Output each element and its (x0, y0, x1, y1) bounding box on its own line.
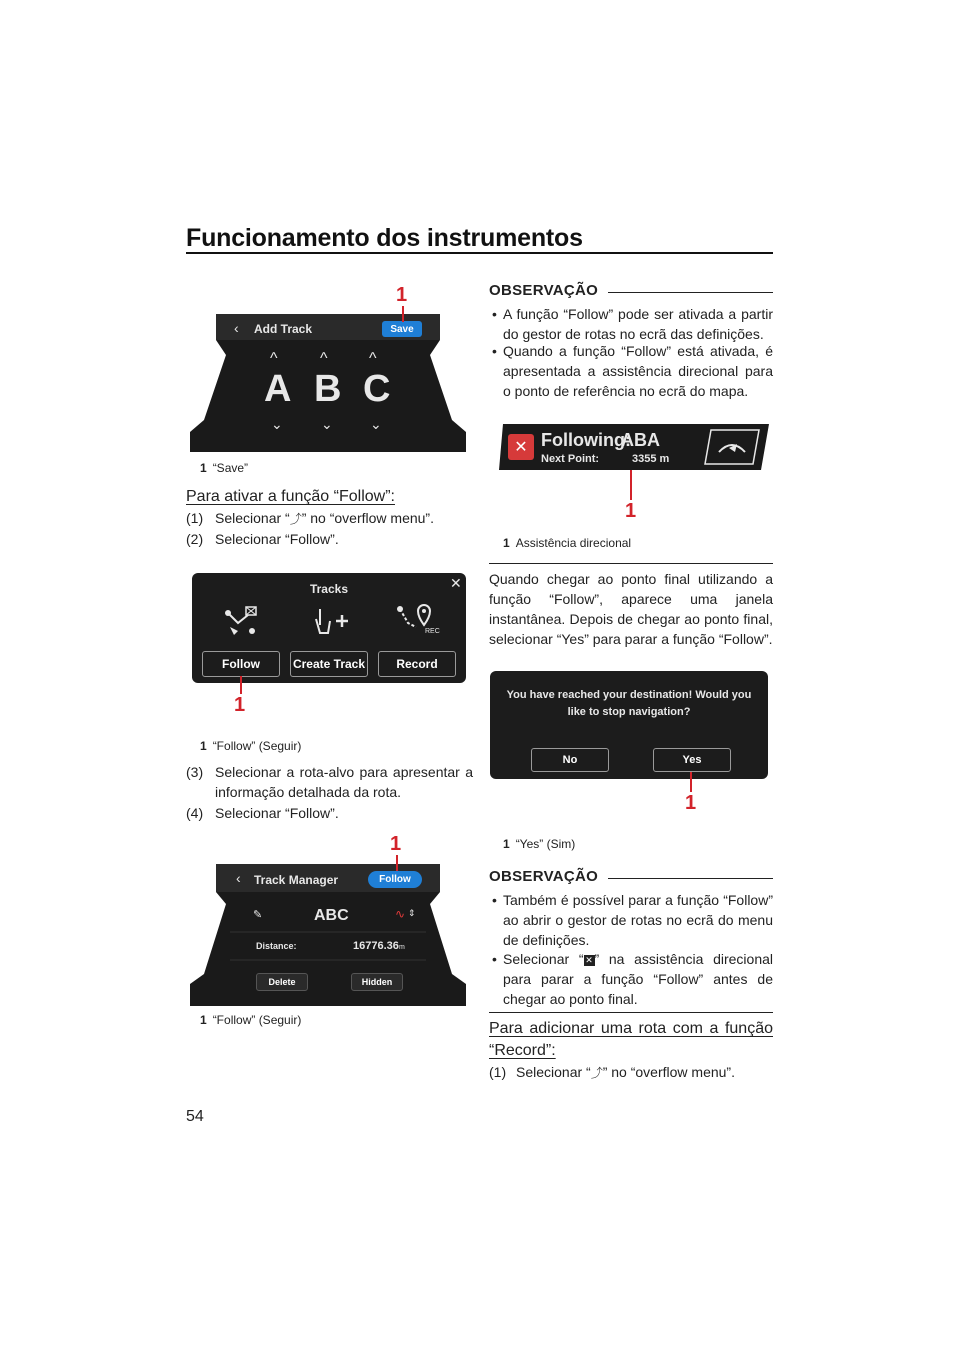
close-icon[interactable]: ✕ (450, 575, 462, 591)
step-number: (2) (186, 531, 204, 547)
track-manager-header: Track Manager (254, 873, 339, 887)
bullet-dot: • (492, 951, 497, 967)
note-heading: OBSERVAÇÃO (489, 282, 599, 299)
figure-caption (200, 1013, 301, 1027)
following-route-name: ABA (621, 430, 660, 450)
no-button[interactable]: No (531, 748, 609, 772)
page-number: 54 (186, 1108, 204, 1125)
caption-text: Assistência direcional (515, 536, 632, 550)
bullet-text: Também é possível parar a função “Follow” ao abrir o gestor de rotas no ecrã do menu de definições. (503, 892, 773, 948)
caption-number: 1 (200, 1013, 207, 1027)
note-end-line (489, 1012, 773, 1013)
back-chevron-icon[interactable]: ‹ (236, 870, 241, 886)
step-number: (4) (186, 805, 204, 821)
step-text: Selecionar a rota-alvo para apresentar a informação detalhada da rota. (215, 764, 473, 800)
caption-text: “Yes” (Sim) (515, 837, 576, 851)
caption-text: “Follow” (Seguir) (212, 739, 302, 753)
route-color-icon[interactable]: ∿ (395, 907, 406, 921)
follow-route-icon (224, 605, 260, 637)
step-text: Selecionar “ (215, 510, 290, 526)
note-bullet (492, 890, 773, 950)
figure-caption (503, 536, 631, 550)
letter-a: A (264, 368, 292, 410)
edit-icon[interactable]: ✎ (253, 909, 263, 921)
title-rule (186, 252, 773, 254)
overflow-menu-icon: ⤴ (289, 512, 302, 526)
route-name: ABC (314, 907, 349, 924)
callout-line (630, 470, 632, 500)
letter-selectors (256, 350, 402, 440)
step-item (489, 1062, 773, 1082)
letter-b: B (314, 368, 342, 410)
follow-button[interactable]: Follow (368, 871, 422, 888)
distance-value: 16776.36 (353, 940, 399, 952)
page-title: Funcionamento dos instrumentos (186, 224, 583, 252)
step-item (186, 803, 473, 823)
section-heading: Para ativar a função “Follow”: (186, 488, 395, 505)
hidden-button[interactable]: Hidden (351, 973, 403, 991)
note-bullet (492, 341, 773, 401)
next-point-label: Next Point: (541, 453, 600, 465)
follow-button[interactable]: Follow (202, 651, 280, 677)
step-number: (1) (186, 510, 204, 526)
note-bullet (492, 304, 773, 344)
down-chevron-icon[interactable]: ⌄ (271, 416, 283, 432)
yes-button[interactable]: Yes (653, 748, 731, 772)
callout-line (402, 306, 404, 322)
callout-number: 1 (625, 500, 637, 522)
note-bullet (492, 949, 773, 1009)
create-track-icon (310, 605, 350, 637)
up-chevron-icon[interactable]: ^ (270, 350, 278, 367)
callout-number: 1 (234, 694, 246, 716)
figure-caption (503, 837, 575, 851)
caption-number: 1 (503, 837, 510, 851)
up-chevron-icon[interactable]: ^ (320, 350, 328, 367)
step-text: Selecionar “Follow”. (215, 805, 339, 821)
bullet-text: A função “Follow” pode ser ativada a partir do gestor de rotas no ecrã das definições. (503, 306, 773, 342)
down-chevron-icon[interactable]: ⌄ (370, 416, 382, 432)
paragraph: Quando chegar ao ponto final utilizando a função “Follow”, aparece uma janela instantânea. Depois de chegar ao ponto final, selecionar “Yes” para parar a função “Follow”. (489, 571, 773, 647)
bullet-dot: • (492, 306, 497, 322)
stop-follow-close-icon[interactable]: ✕ (508, 434, 534, 460)
bullet-text: Quando a função “Follow” está ativada, é apresentada a assistência direcional para o ponto de referência no ecrã do mapa. (503, 343, 773, 399)
step-item (186, 762, 473, 800)
figure-caption (200, 739, 301, 753)
caption-text: “Follow” (Seguir) (212, 1013, 302, 1027)
tracks-title: Tracks (309, 582, 349, 596)
popup-message: You have reached your destination! Would you like to stop navigation? (506, 689, 752, 718)
next-point-distance: 3355 m (632, 453, 670, 465)
step-text: ” no “overflow menu”. (602, 1064, 735, 1080)
close-x-icon: ✕ (585, 955, 593, 965)
callout-line (396, 855, 398, 871)
step-item (186, 508, 473, 528)
overflow-menu-icon: ⤴ (590, 1066, 603, 1080)
back-chevron-icon[interactable]: ‹ (234, 320, 239, 336)
bullet-dot: • (492, 892, 497, 908)
section-heading: Para adicionar uma rota com a função “Record”: (489, 1020, 773, 1059)
bullet-dot: • (492, 343, 497, 359)
figure-directional-assistance (499, 424, 769, 472)
add-track-header: Add Track (254, 322, 313, 336)
bullet-text: Selecionar “ (503, 951, 584, 967)
letter-c: C (363, 368, 391, 410)
distance-label: Distance: (256, 941, 297, 951)
step-text: ” no “overflow menu”. (301, 510, 434, 526)
figure-caption (200, 461, 248, 475)
caption-number: 1 (503, 536, 510, 550)
callout-line (690, 772, 692, 792)
create-track-button[interactable]: Create Track (290, 651, 368, 677)
rec-label: REC (425, 628, 440, 635)
note-end-line (489, 563, 773, 564)
note-heading-line (608, 878, 773, 879)
save-button[interactable]: Save (382, 321, 422, 337)
delete-button[interactable]: Delete (256, 973, 308, 991)
callout-number: 1 (390, 833, 402, 855)
note-heading-line (608, 292, 773, 293)
figure-track-manager (190, 856, 466, 1008)
distance-unit: m (399, 944, 405, 951)
bullet-text: ” na assistência direcional para parar a função “Follow” antes de chegar ao ponto final. (503, 951, 773, 1007)
step-number: (1) (489, 1064, 507, 1080)
up-chevron-icon[interactable]: ^ (369, 350, 377, 367)
caption-number: 1 (200, 739, 207, 753)
figure-add-track (190, 300, 466, 460)
figure-destination-popup (490, 671, 768, 779)
caption-text: “Save” (212, 461, 249, 475)
note-heading: OBSERVAÇÃO (489, 868, 599, 885)
sort-icon[interactable]: ⇕ (408, 908, 416, 918)
record-button[interactable]: Record (378, 651, 456, 677)
callout-number: 1 (396, 284, 408, 306)
step-text: Selecionar “Follow”. (215, 531, 339, 547)
down-chevron-icon[interactable]: ⌄ (321, 416, 333, 432)
following-label: Following: (541, 430, 631, 450)
figure-tracks (192, 573, 466, 683)
callout-number: 1 (685, 792, 697, 814)
step-number: (3) (186, 764, 204, 780)
step-text: Selecionar “ (516, 1064, 591, 1080)
caption-number: 1 (200, 461, 207, 475)
step-item (186, 529, 473, 549)
callout-line (240, 676, 242, 694)
